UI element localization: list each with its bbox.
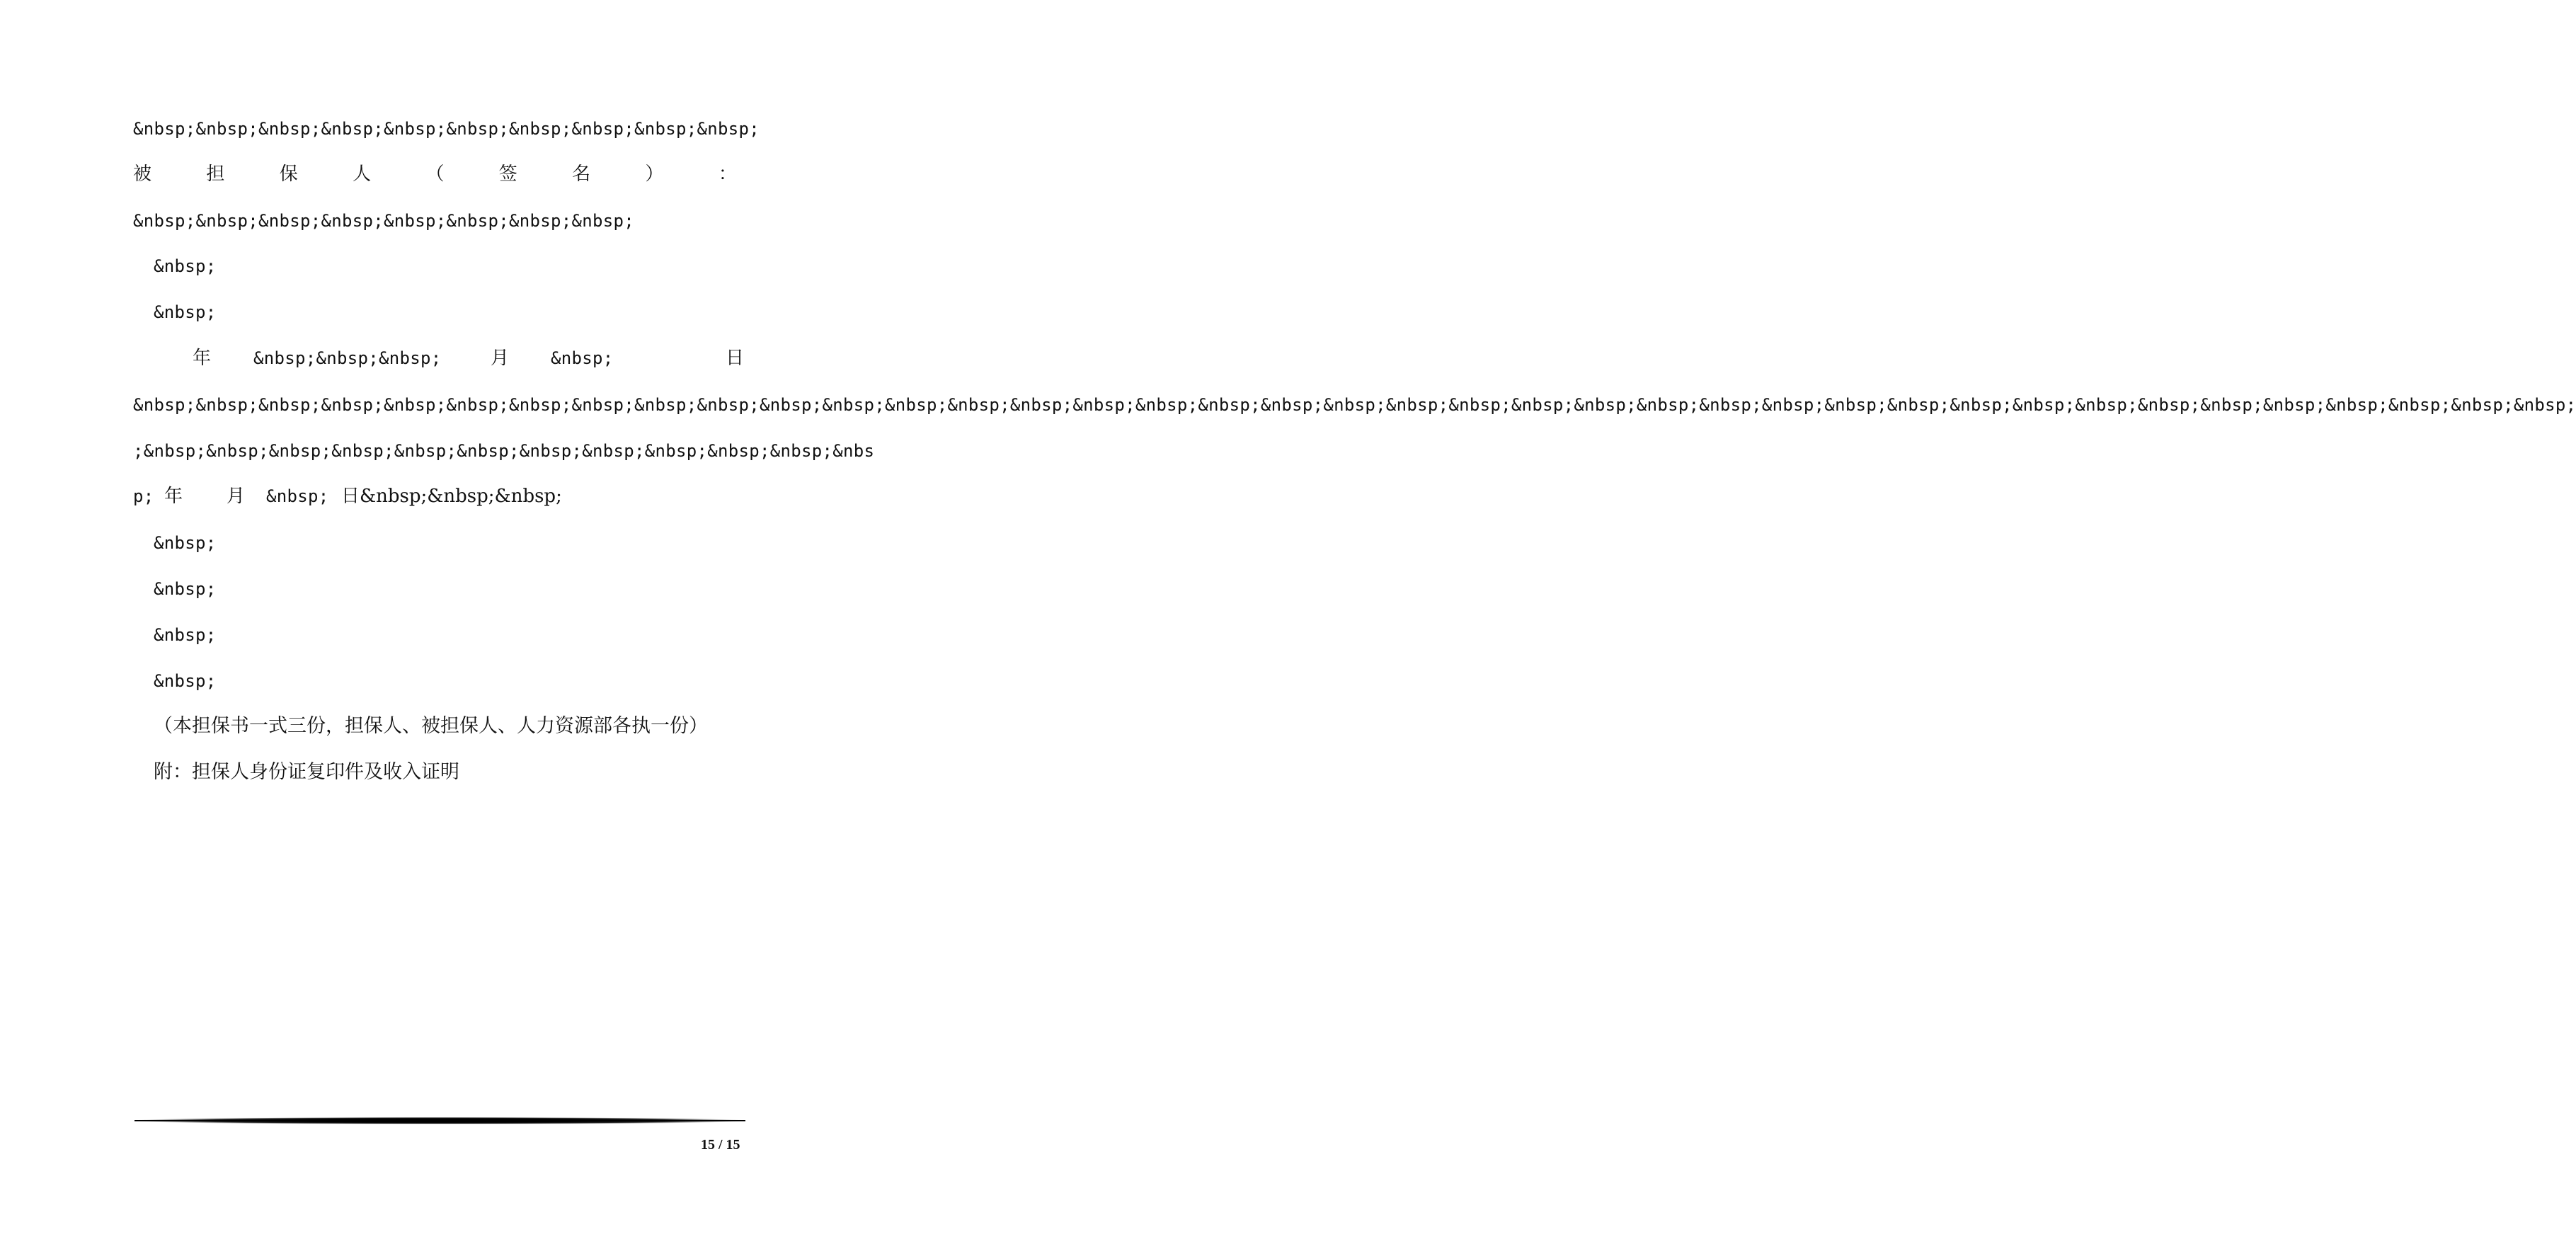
date-day: 日&nbsp;&nbsp;&nbsp; (341, 486, 562, 507)
date-spaces: &nbsp;&nbsp;&nbsp; (253, 348, 442, 368)
date-month: 月 (491, 348, 510, 369)
date-spaces: &nbsp; (551, 348, 614, 368)
signature-char: ： (718, 164, 737, 185)
text-line: &nbsp; (154, 671, 217, 691)
signature-char: 签 (498, 164, 517, 185)
signature-char: 人 (353, 164, 372, 185)
signature-char: 保 (279, 164, 298, 185)
date-day: 日 (726, 348, 745, 369)
date-prefix: p; (133, 486, 154, 506)
text-line: &nbsp;&nbsp;&nbsp;&nbsp;&nbsp;&nbsp;&nbsp;&nbsp;&nbsp;&nbsp;&nbsp;&nbsp;&nbsp;&nbsp;&nbsp;&nbsp;&nbsp;&nbsp;&nbsp;&nbsp;&nbsp;&nbsp;&nbsp;&nbsp;&nbsp;&nbsp;&nbsp;&nbsp;&nbsp;&nbsp;&nbsp;&nbsp;&nbsp;&nbsp;&nbsp;&nbsp;&nbsp;&nbsp;&nbsp; (133, 395, 2576, 415)
signature-char: （ (425, 164, 445, 185)
text-line: &nbsp; (154, 625, 217, 645)
footer-rule-core (134, 1120, 745, 1121)
note-copies: （本担保书一式三份，担保人、被担保人、人力资源部各执一份） (154, 715, 708, 737)
text-line: ;&nbsp;&nbsp;&nbsp;&nbsp;&nbsp;&nbsp;&nbsp;&nbsp;&nbsp;&nbsp;&nbsp;&nbs (133, 441, 875, 461)
date-month: 月 (227, 486, 246, 507)
page-number: 15 / 15 (701, 1137, 740, 1153)
text-line: &nbsp; (154, 579, 217, 599)
date-year: 年 (193, 348, 212, 369)
signature-label-line (133, 161, 737, 187)
text-line: &nbsp; (154, 256, 217, 276)
text-line: &nbsp; (154, 533, 217, 553)
signature-char: 被 (133, 164, 152, 185)
text-line: &nbsp; (154, 302, 217, 322)
note-attachment: 附：担保人身份证复印件及收入证明 (154, 761, 459, 783)
date-spaces: &nbsp; (266, 486, 329, 506)
text-line: &nbsp;&nbsp;&nbsp;&nbsp;&nbsp;&nbsp;&nbsp;&nbsp; (133, 211, 634, 231)
signature-char: 名 (572, 164, 591, 185)
signature-char: ） (645, 164, 664, 185)
text-line: &nbsp;&nbsp;&nbsp;&nbsp;&nbsp;&nbsp;&nbsp;&nbsp;&nbsp;&nbsp; (133, 119, 760, 139)
date-year: 年 (164, 486, 183, 507)
signature-char: 担 (206, 164, 225, 185)
